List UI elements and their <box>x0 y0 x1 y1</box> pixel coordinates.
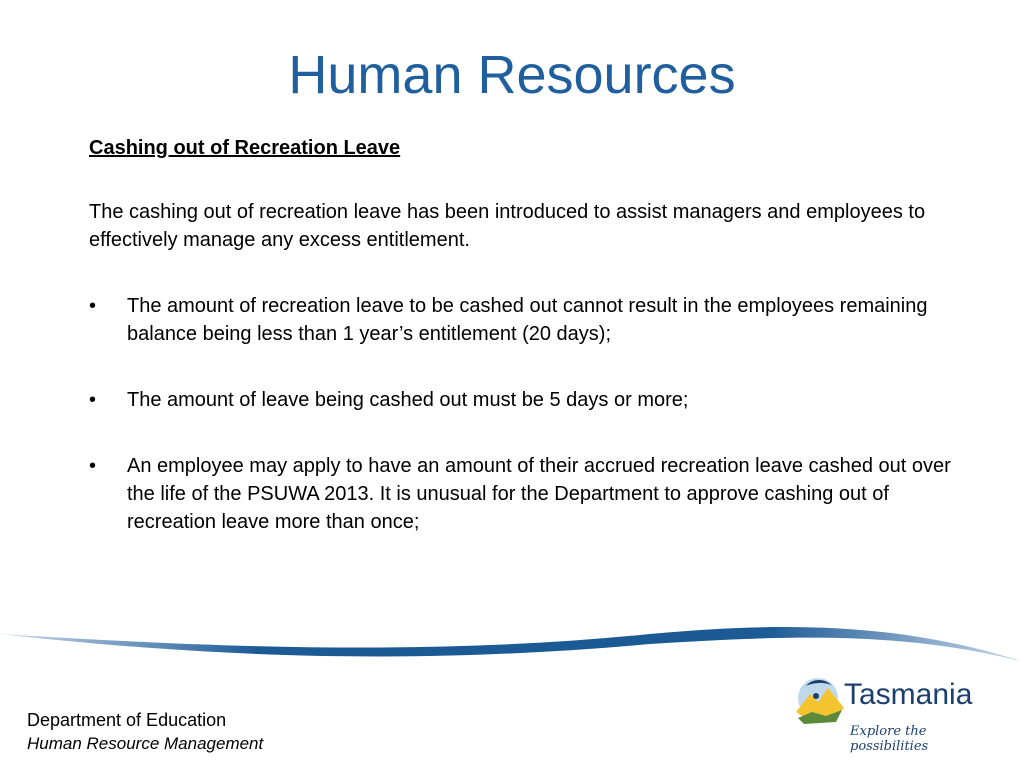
bullet-item <box>89 292 969 348</box>
bullet-list <box>89 292 969 536</box>
bullet-item <box>89 452 969 536</box>
logo-tagline: Explore the possibilities <box>850 724 929 754</box>
bullet-icon: • <box>89 389 97 411</box>
unit-name: Human Resource Management <box>27 734 264 753</box>
slide-content <box>89 134 969 574</box>
bullet-item <box>89 386 969 414</box>
intro-paragraph: The cashing out of recreation leave has been introduced to assist managers and employees to effectively manage any excess entitlement. <box>89 201 926 251</box>
department-name: Department of Education <box>27 710 227 730</box>
bullet-icon: • <box>89 295 97 317</box>
section-heading: Cashing out of Recreation Leave <box>89 137 401 159</box>
tasmania-logo <box>792 670 992 754</box>
swoosh-decoration <box>0 610 1024 670</box>
logo-wordmark: Tasmania <box>844 678 973 711</box>
bullet-text: An employee may apply to have an amount of their accrued recreation leave cashed out over the life of the PSUWA 2013. It is unusual for the Department to approve cashing out of recreation leave more than once; <box>127 455 951 533</box>
slide-title: Human Resources <box>288 45 736 105</box>
bullet-text: The amount of recreation leave to be cashed out cannot result in the employees remaining balance being less than 1 year’s entitlement (20 days); <box>127 295 928 345</box>
bullet-text: The amount of leave being cashed out must be 5 days or more; <box>127 389 689 411</box>
tasmanian-tiger-icon <box>792 672 848 732</box>
bullet-icon: • <box>89 455 97 477</box>
footer-organisation <box>27 708 263 756</box>
